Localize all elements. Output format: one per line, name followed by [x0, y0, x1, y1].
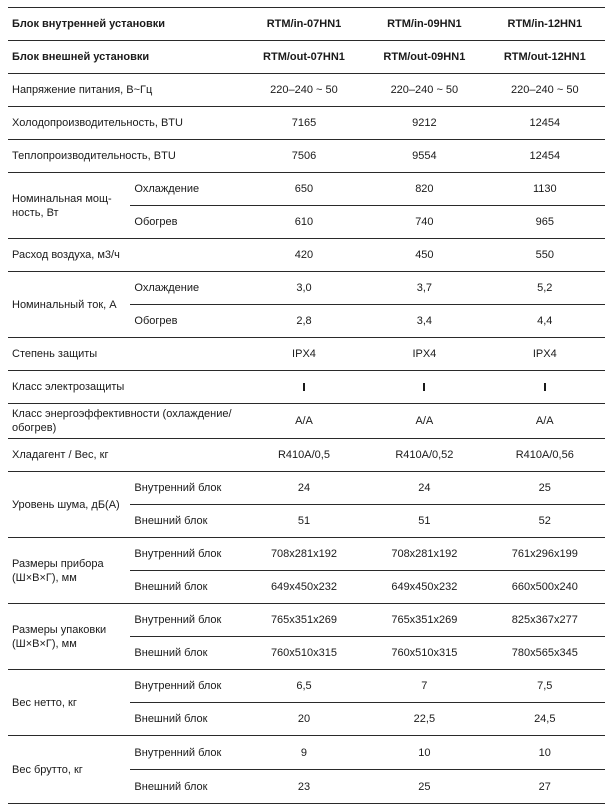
row-label: Номинальный ток, А [8, 272, 130, 338]
sub-label: Внутренний блок [130, 538, 243, 571]
value-cell: 24,5 [485, 703, 605, 736]
value-cell: 9 [244, 736, 364, 770]
value-cell: 450 [364, 239, 484, 272]
sub-label: Внешний блок [130, 703, 243, 736]
value-cell: 3,7 [364, 272, 484, 305]
value-cell: 220–240 ~ 50 [364, 74, 484, 107]
header-row [8, 41, 605, 74]
value-cell: 7,5 [485, 670, 605, 703]
sub-label: Внутренний блок [130, 670, 243, 703]
value-cell: 820 [364, 173, 484, 206]
sub-label: Внутренний блок [130, 472, 243, 505]
model-name: RTM/in-12HN1 [485, 8, 605, 41]
model-name: RTM/out-09HN1 [364, 41, 484, 74]
value-cell: 27 [485, 770, 605, 804]
value-cell: 765x351x269 [244, 604, 364, 637]
row-label: Напряжение питания, В~Гц [8, 74, 244, 107]
table-row [8, 74, 605, 107]
model-name: RTM/in-09HN1 [364, 8, 484, 41]
row-label: Хладагент / Вес, кг [8, 439, 244, 472]
value-cell: 420 [244, 239, 364, 272]
row-label: Вес брутто, кг [8, 736, 130, 804]
value-cell: A/A [364, 404, 484, 439]
row-label: Уровень шума, дБ(А) [8, 472, 130, 538]
value-cell: 10 [364, 736, 484, 770]
model-name: RTM/out-12HN1 [485, 41, 605, 74]
protection-class-cell [364, 371, 484, 404]
value-cell: 7506 [244, 140, 364, 173]
value-cell: A/A [485, 404, 605, 439]
value-cell: 9554 [364, 140, 484, 173]
value-cell: 7 [364, 670, 484, 703]
value-cell: R410A/0,56 [485, 439, 605, 472]
value-cell: IPX4 [364, 338, 484, 371]
value-cell: 20 [244, 703, 364, 736]
protection-class-cell [244, 371, 364, 404]
row-label: Вес нетто, кг [8, 670, 130, 736]
value-cell: R410A/0,52 [364, 439, 484, 472]
sub-label: Внешний блок [130, 571, 243, 604]
value-cell: 220–240 ~ 50 [244, 74, 364, 107]
value-cell: 52 [485, 505, 605, 538]
value-cell: 12454 [485, 140, 605, 173]
row-label: Номинальная мощ-ность, Вт [8, 173, 130, 239]
value-cell: 220–240 ~ 50 [485, 74, 605, 107]
value-cell: 10 [485, 736, 605, 770]
sub-label: Внешний блок [130, 770, 243, 804]
value-cell: 9212 [364, 107, 484, 140]
value-cell: 24 [364, 472, 484, 505]
table-row [8, 439, 605, 472]
model-name: RTM/out-07HN1 [244, 41, 364, 74]
value-cell: 22,5 [364, 703, 484, 736]
value-cell: 6,5 [244, 670, 364, 703]
value-cell: A/A [244, 404, 364, 439]
row-label: Размеры прибора (Ш×В×Г), мм [8, 538, 130, 604]
value-cell: 25 [485, 472, 605, 505]
table-row [8, 604, 605, 637]
table-row [8, 670, 605, 703]
value-cell: 5,2 [485, 272, 605, 305]
value-cell: 24 [244, 472, 364, 505]
sub-label: Обогрев [130, 206, 243, 239]
value-cell: 708x281x192 [364, 538, 484, 571]
table-row [8, 107, 605, 140]
row-label: Класс энергоэффективности (охлаждение/обогрев) [8, 404, 244, 439]
row-label: Размеры упаковки (Ш×В×Г), мм [8, 604, 130, 670]
value-cell: 1130 [485, 173, 605, 206]
sub-label: Внешний блок [130, 505, 243, 538]
sub-label: Охлаждение [130, 272, 243, 305]
table-row [8, 404, 605, 439]
table-row [8, 371, 605, 404]
table-row [8, 538, 605, 571]
value-cell: 550 [485, 239, 605, 272]
value-cell: 12454 [485, 107, 605, 140]
value-cell: 23 [244, 770, 364, 804]
spec-table-body [8, 8, 605, 804]
class-i-mark [303, 383, 305, 391]
row-label: Холодопроизводительность, BTU [8, 107, 244, 140]
value-cell: 51 [244, 505, 364, 538]
value-cell: IPX4 [485, 338, 605, 371]
value-cell: 780x565x345 [485, 637, 605, 670]
value-cell: 3,0 [244, 272, 364, 305]
table-row [8, 173, 605, 206]
value-cell: R410A/0,5 [244, 439, 364, 472]
value-cell: 760x510x315 [244, 637, 364, 670]
value-cell: 610 [244, 206, 364, 239]
value-cell: 965 [485, 206, 605, 239]
table-row [8, 140, 605, 173]
value-cell: 650 [244, 173, 364, 206]
value-cell: 765x351x269 [364, 604, 484, 637]
row-label: Степень защиты [8, 338, 244, 371]
table-row [8, 272, 605, 305]
table-row [8, 472, 605, 505]
table-row [8, 239, 605, 272]
value-cell: 2,8 [244, 305, 364, 338]
value-cell: 51 [364, 505, 484, 538]
protection-class-cell [485, 371, 605, 404]
table-row [8, 736, 605, 770]
value-cell: IPX4 [244, 338, 364, 371]
row-label: Расход воздуха, м3/ч [8, 239, 244, 272]
value-cell: 4,4 [485, 305, 605, 338]
class-i-mark [544, 383, 546, 391]
value-cell: 825x367x277 [485, 604, 605, 637]
sub-label: Внутренний блок [130, 736, 243, 770]
value-cell: 760x510x315 [364, 637, 484, 670]
class-i-mark [423, 383, 425, 391]
sub-label: Внешний блок [130, 637, 243, 670]
sub-label: Обогрев [130, 305, 243, 338]
value-cell: 649x450x232 [244, 571, 364, 604]
sub-label: Внутренний блок [130, 604, 243, 637]
value-cell: 761x296x199 [485, 538, 605, 571]
value-cell: 740 [364, 206, 484, 239]
header-row [8, 8, 605, 41]
value-cell: 7165 [244, 107, 364, 140]
model-name: RTM/in-07HN1 [244, 8, 364, 41]
row-label: Теплопроизводительность, BTU [8, 140, 244, 173]
row-label: Класс электрозащиты [8, 371, 244, 404]
value-cell: 3,4 [364, 305, 484, 338]
table-row [8, 338, 605, 371]
spec-table [8, 7, 605, 804]
header-label: Блок внутренней установки [8, 8, 244, 41]
value-cell: 660x500x240 [485, 571, 605, 604]
sub-label: Охлаждение [130, 173, 243, 206]
value-cell: 649x450x232 [364, 571, 484, 604]
header-label: Блок внешней установки [8, 41, 244, 74]
value-cell: 708x281x192 [244, 538, 364, 571]
value-cell: 25 [364, 770, 484, 804]
